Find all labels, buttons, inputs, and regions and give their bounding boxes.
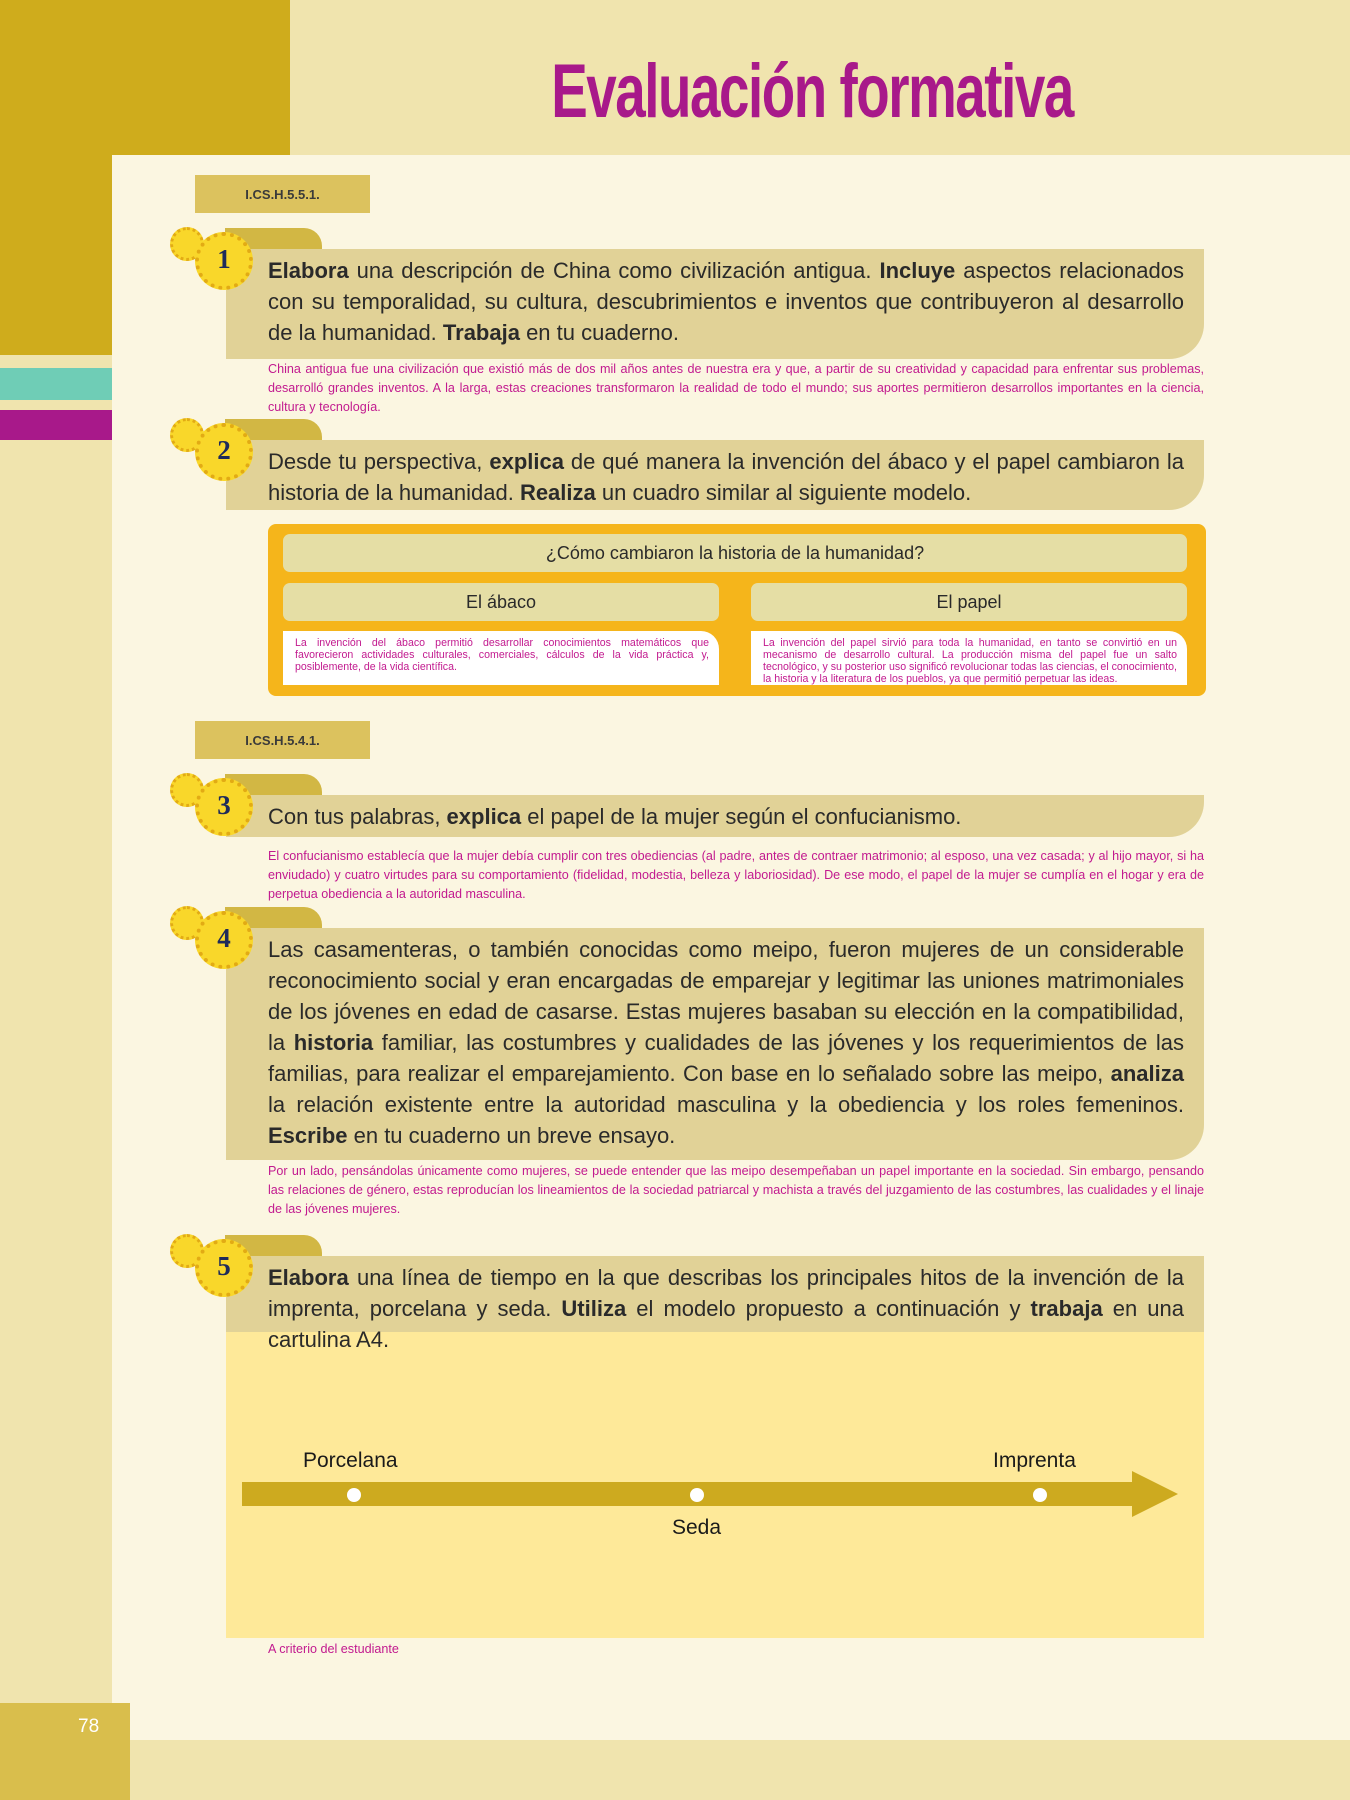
badge-number-circle [195,911,253,969]
abacus-answer: La invención del ábaco permitió desarrollar conocimientos matemáticos que favorecieron actividades culturales, comerciales, cálculos de la vida práctica y, posiblemente, de la vida científica. [283,631,719,685]
timeline-point-seda [690,1488,704,1502]
activity-2-instruction: Desde tu perspectiva, explica de qué manera la invención del ábaco y el papel cambiaron la historia de la humanidad. Realiza un cuadro similar al siguiente modelo. [226,440,1204,510]
activity-4-answer: Por un lado, pensándolas únicamente como mujeres, se puede entender que las meipo desempeñaban un papel importante en la sociedad. Sin embargo, pensando las relaciones de género, estas reproducían los lineamientos de la sociedad patriarcal y machista a través del juzgamiento de las costumbres, las cualidades y el linaje de las jóvenes mujeres. [268,1164,1204,1216]
page-title: Evaluación formativa [551,49,1073,134]
instruction-verb: Utiliza [561,1296,627,1321]
instruction-verb: historia [293,1030,374,1055]
activity-5-answer: A criterio del estudiante [268,1642,399,1656]
instruction-verb: Elabora [268,1265,349,1290]
instruction-verb: Elabora [268,258,349,283]
badge-number-circle [195,232,253,290]
activity-3-instruction: Con tus palabras, explica el papel de la mujer según el confucianismo. [226,795,1204,837]
activity-1-instruction: Elabora una descripción de China como civilización antigua. Incluye aspectos relacionados con su temporalidad, su cultura, descubrimientos e inventos que contribuyeron al desarrollo de la humanidad. Trabaja en tu cuaderno. [226,249,1204,359]
paper-answer: La invención del papel sirvió para toda la humanidad, en tanto se convirtió en un mecanismo de desarrollo cultural. La producción misma del papel fue un salto tecnológico, y su posterior uso significó revolucionar todas las ciencias, el conocimiento, la historia y la literatura de los pueblos, ya que permitió perpetuar las ideas. [751,631,1187,685]
activity-3-answer: El confucianismo establecía que la mujer debía cumplir con tres obediencias (al padre, antes de contraer matrimonio; al esposo, una vez casada; y al hijo mayor, si ha enviudado) y cuatro virtudes para su comportamiento (fidelidad, modestia, belleza y laboriosidad). De ese modo, el papel de la mujer se cumplía en el hogar y era de perpetua obediencia a la autoridad masculina. [268,849,1204,901]
teal-stripe [0,368,112,400]
abacus-header: El ábaco [283,583,719,621]
activity-5-instruction: Elabora una línea de tiempo en la que describas los principales hitos de la invención de la imprenta, porcelana y seda. Utiliza el modelo propuesto a continuación y trabaja en una cartulina A4. [226,1256,1204,1332]
activity-4-badge [170,906,260,981]
instruction-verb: explica [446,804,522,829]
activity-number: 4 [217,922,231,953]
instruction-verb: explica [489,449,564,474]
timeline-label-imprenta: Imprenta [993,1449,1076,1472]
left-margin-band [0,355,112,1800]
activity-number: 2 [217,434,231,465]
badge-number-circle [195,423,253,481]
activity-3-badge [170,773,260,848]
timeline-model-box [226,1331,1204,1638]
bottom-band [130,1740,1350,1800]
instruction-verb: Escribe [268,1123,348,1148]
magenta-stripe [0,410,112,440]
timeline-label-porcelana: Porcelana [303,1449,398,1472]
badge-number-circle [195,778,253,836]
timeline-label-seda: Seda [672,1516,722,1539]
page-number: 78 [78,1716,100,1737]
activity-number: 5 [217,1250,231,1281]
activity-number: 1 [217,243,231,274]
instruction-verb: Realiza [519,480,596,505]
paper-header: El papel [751,583,1187,621]
activity-number: 3 [217,789,231,820]
comparison-table [268,524,1206,696]
instruction-verb: trabaja [1030,1296,1103,1321]
skill-code-tag: I.CS.H.5.4.1. [195,721,370,759]
page-number-box [0,1703,130,1800]
activity-1-badge [170,227,260,302]
timeline-point-imprenta [1033,1488,1047,1502]
instruction-verb: Incluye [879,258,956,283]
timeline-arrow [226,1331,1204,1638]
instruction-verb: Trabaja [442,320,520,345]
comparison-table-title: ¿Cómo cambiaron la historia de la humanidad? [283,534,1187,572]
instruction-verb: analiza [1110,1061,1184,1086]
activity-4-instruction: Las casamenteras, o también conocidas como meipo, fueron mujeres de un considerable reconocimiento social y eran encargadas de emparejar y legitimar las uniones matrimoniales de los jóvenes en edad de casarse. Estas mujeres basaban su elección en la compatibilidad, la historia familiar, las costumbres y cualidades de las jóvenes y los requerimientos de las familias, para realizar el emparejamiento. Con base en lo señalado sobre las meipo, analiza la relación existente entre la autoridad masculina y la obediencia y los roles femeninos. Escribe en tu cuaderno un breve ensayo. [226,928,1204,1160]
activity-2-badge [170,418,260,493]
skill-code-tag: I.CS.H.5.5.1. [195,175,370,213]
activity-5-badge [170,1234,260,1309]
activity-1-answer: China antigua fue una civilización que existió más de dos mil años antes de nuestra era y que, a partir de su creatividad y capacidad para enfrentar sus problemas, desarrolló grandes inventos. A la larga, estas creaciones transformaron la realidad de todo el mundo; sus aportes permitieron desarrollos importantes en la ciencia, cultura y tecnología. [268,362,1204,414]
timeline-point-porcelana [347,1488,361,1502]
badge-number-circle [195,1239,253,1297]
